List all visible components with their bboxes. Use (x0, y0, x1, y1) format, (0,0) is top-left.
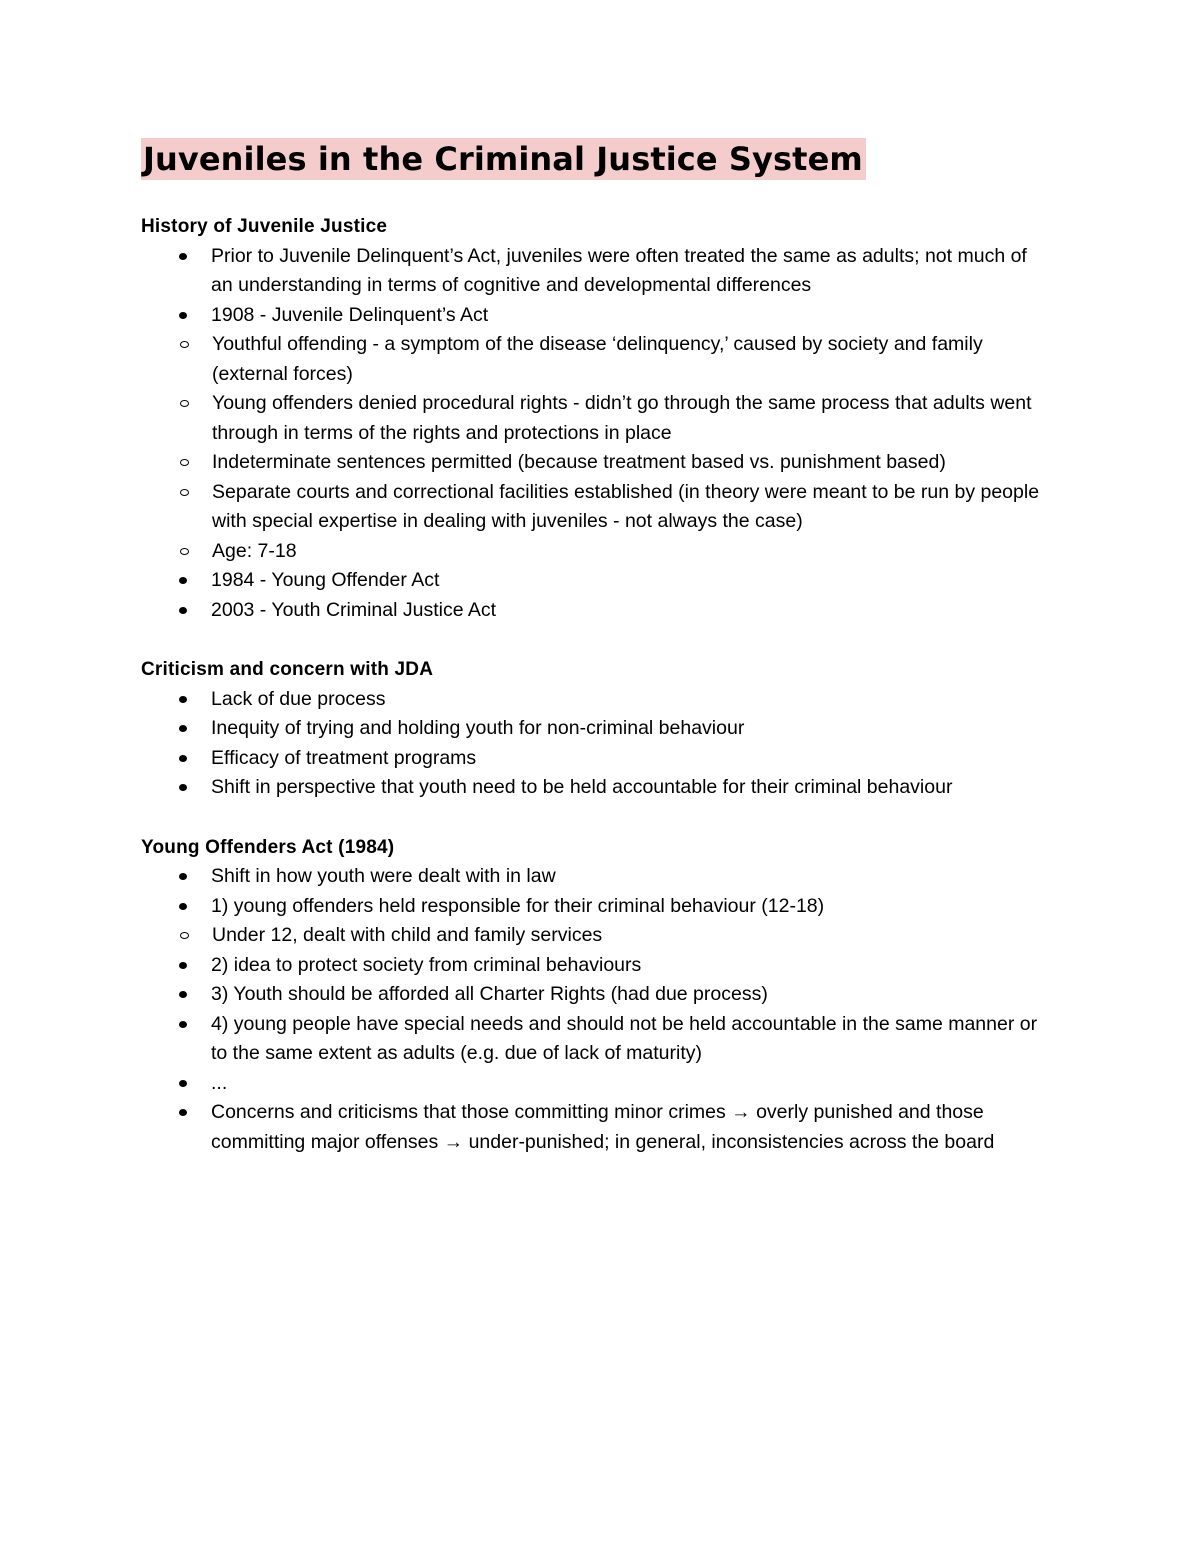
list-item (141, 773, 1051, 803)
list-item-text: Lack of due process (211, 687, 386, 710)
list-item-text: Inequity of trying and holding youth for non-criminal behaviour (211, 717, 745, 739)
sub-bullet-list (141, 921, 1051, 951)
list-item-text: Shift in perspective that youth need to be held accountable for their criminal behaviour (211, 776, 953, 798)
filled-bullet-icon (179, 1021, 187, 1028)
hollow-bullet-icon (180, 932, 189, 939)
list-item (141, 862, 1051, 892)
list-item (141, 1069, 1051, 1099)
list-item (141, 951, 1051, 981)
list-item (141, 242, 1051, 301)
list-item-text: 2003 - Youth Criminal Justice Act (211, 598, 497, 621)
list-item-text: 1984 - Young Offender Act (211, 569, 440, 591)
sub-list-item (141, 478, 1051, 537)
sub-list-item (141, 921, 1051, 951)
filled-bullet-icon (179, 607, 187, 614)
hollow-bullet-icon (180, 459, 189, 466)
sub-bullet-list (141, 330, 1051, 566)
filled-bullet-icon (179, 696, 187, 703)
list-item (141, 744, 1051, 774)
document-page (141, 138, 1051, 1157)
hollow-bullet-icon (180, 341, 189, 348)
sub-list-item-text: Indeterminate sentences permitted (because treatment based vs. punishment based) (212, 451, 946, 473)
document-body (141, 212, 1051, 1157)
hollow-bullet-icon (180, 548, 189, 555)
list-item-text: Efficacy of treatment programs (211, 746, 477, 769)
sub-list-item (141, 537, 1051, 567)
filled-bullet-icon (179, 312, 187, 319)
filled-bullet-icon (179, 725, 187, 732)
filled-bullet-icon (179, 962, 187, 969)
list-item (141, 596, 1051, 626)
list-item-text: Concerns and criticisms that those committing minor crimes → overly punished and those committing major offenses → under-punished; in general, inconsistencies across the board (211, 1101, 995, 1153)
section (141, 212, 1051, 625)
sub-list-item (141, 389, 1051, 448)
section (141, 833, 1051, 1158)
section-heading: Criticism and concern with JDA (141, 659, 434, 680)
list-item-text: ... (211, 1071, 228, 1094)
bullet-list (141, 242, 1051, 626)
sub-list-item-text: Under 12, dealt with child and family services (212, 924, 603, 946)
sub-list-item-text: Youthful offending - a symptom of the disease ‘delinquency,’ caused by society and family (external forces) (212, 333, 983, 385)
sub-list-item-text: Age: 7-18 (212, 539, 297, 562)
bullet-list (141, 685, 1051, 803)
list-item (141, 980, 1051, 1010)
list-item-text: 1908 - Juvenile Delinquent’s Act (211, 303, 489, 326)
document-title: Juveniles in the Criminal Justice System (141, 138, 866, 180)
list-item (141, 892, 1051, 951)
list-item-text: 1) young offenders held responsible for their criminal behaviour (12-18) (211, 894, 825, 917)
filled-bullet-icon (179, 1109, 187, 1116)
section-heading: History of Juvenile Justice (141, 216, 388, 237)
section (141, 655, 1051, 803)
sub-list-item (141, 448, 1051, 478)
sub-list-item (141, 330, 1051, 389)
list-item (141, 1010, 1051, 1069)
list-item-text: 2) idea to protect society from criminal behaviours (211, 953, 642, 976)
list-item (141, 566, 1051, 596)
list-item (141, 714, 1051, 744)
list-item-text: 4) young people have special needs and should not be held accountable in the same manner or to the same extent as adults (e.g. due of lack of maturity) (211, 1012, 1038, 1064)
sub-list-item-text: Separate courts and correctional facilities established (in theory were meant to be run by people with special expertise in dealing with juveniles - not always the case) (212, 480, 1040, 532)
list-item-text: 3) Youth should be afforded all Charter Rights (had due process) (211, 983, 768, 1005)
hollow-bullet-icon (180, 400, 189, 407)
filled-bullet-icon (179, 784, 187, 791)
list-item-text: Shift in how youth were dealt with in law (211, 865, 556, 887)
list-item (141, 301, 1051, 567)
section-heading: Young Offenders Act (1984) (141, 836, 395, 858)
list-item (141, 1098, 1051, 1157)
filled-bullet-icon (179, 755, 187, 762)
list-item-text: Prior to Juvenile Delinquent’s Act, juveniles were often treated the same as adults; not much of an understanding in terms of cognitive and developmental differences (211, 244, 1027, 296)
filled-bullet-icon (179, 873, 187, 880)
sub-list-item-text: Young offenders denied procedural rights - didn’t go through the same process that adults went through in terms of the rights and protections in place (212, 392, 1032, 444)
hollow-bullet-icon (180, 489, 189, 496)
filled-bullet-icon (179, 1080, 187, 1087)
filled-bullet-icon (179, 253, 187, 260)
filled-bullet-icon (179, 903, 187, 910)
filled-bullet-icon (179, 577, 187, 584)
list-item (141, 685, 1051, 715)
bullet-list (141, 862, 1051, 1157)
filled-bullet-icon (179, 991, 187, 998)
